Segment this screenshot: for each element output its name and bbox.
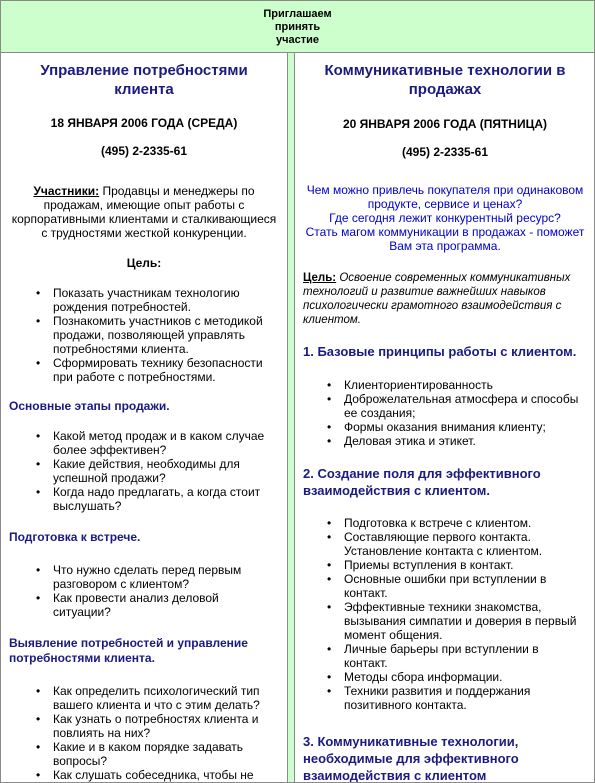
list-item: • Как провести анализ деловой ситуации? — [53, 591, 269, 619]
invitation-header — [1, 1, 594, 53]
stages-list — [53, 429, 269, 513]
prep-list — [53, 563, 269, 619]
list-item: • Приемы вступления в контакт. — [344, 558, 585, 572]
list-item: • Основные ошибки при вступлении в контакт. — [344, 572, 585, 600]
seminar-date: 20 ЯНВАРЯ 2006 ГОДА (ПЯТНИЦА) — [342, 117, 548, 131]
list-item: • Познакомить участников с методикой продажи, позволяющей управлять потребностями клиента. — [53, 314, 269, 356]
list-item: • Какие действия, необходимы для успешной продажи? — [53, 457, 269, 485]
section-1-list — [344, 378, 585, 448]
intro-line: Чем можно привлечь покупателя при одинаковом продукте, сервисе и ценах? — [306, 183, 584, 211]
list-item: • Какие и в каком порядке задавать вопросы? — [53, 740, 269, 768]
list-item: • Что нужно сделать перед первым разговором с клиентом? — [53, 563, 269, 591]
header-line: участие — [275, 34, 319, 46]
participants-text: Продавцы и менеджеры по продажам, имеющие опыт работы с корпоративными клиентами и сталкивающиеся с трудностями жесткой конкуренции. — [11, 184, 277, 240]
goal-text: Освоение современных коммуникативных технологий и развитие важнейших навыков психологически грамотного взаимодействия с клиентом. — [303, 272, 571, 326]
goal-paragraph — [303, 271, 585, 327]
section-title: 1. Базовые принципы работы с клиентом. — [303, 344, 577, 359]
intro-line: Стать магом коммуникации в продажах - поможет Вам эта программа. — [305, 225, 585, 253]
seminar-title: Коммуникативные технологии в продажах — [324, 62, 566, 98]
needs-list — [53, 684, 269, 782]
list-item: • Как слушать собеседника, чтобы не — [53, 768, 269, 782]
list-item: • Показать участникам технологию рождения потребностей. — [53, 286, 269, 314]
list-item: • Как узнать о потребностях клиента и повлиять на них? — [53, 712, 269, 740]
column-divider — [287, 53, 295, 783]
header-line: принять — [274, 21, 321, 33]
intro-questions — [305, 183, 585, 253]
goal-list — [53, 286, 269, 384]
seminar-date: 18 ЯНВАРЯ 2006 ГОДА (СРЕДА) — [50, 116, 238, 130]
seminar-title: Управление потребностями клиента — [40, 62, 248, 98]
list-item: • Деловая этика и этикет. — [344, 434, 585, 448]
list-item: • Клиенториентированность — [344, 378, 585, 392]
list-item: • Формы оказания внимания клиенту; — [344, 420, 585, 434]
contact-phone: (495) 2-2335-61 — [401, 145, 489, 159]
list-item: • Составляющие первого контакта. Установление контакта с клиентом. — [344, 530, 585, 558]
list-item: • Подготовка к встрече с клиентом. — [344, 516, 585, 530]
list-item: • Методы сбора информации. — [344, 670, 585, 684]
section-title: Выявление потребностей и управление потребностями клиента. — [9, 636, 248, 665]
goal-label: Цель: — [126, 256, 162, 270]
list-item: • Доброжелательная атмосфера и способы ее создания; — [344, 392, 585, 420]
contact-phone: (495) 2-2335-61 — [100, 144, 188, 158]
list-item: • Эффективные техники знакомства, вызывания симпатии и доверия в первый момент общения. — [344, 600, 585, 642]
section-2-list — [344, 516, 585, 712]
section-title: Основные этапы продажи. — [9, 399, 170, 413]
header-line: Приглашаем — [263, 8, 332, 20]
left-column — [1, 53, 287, 783]
section-title: Подготовка к встрече. — [9, 530, 141, 544]
list-item: • Личные барьеры при вступлении в контакт. — [344, 642, 585, 670]
participants-label: Участники: — [33, 184, 100, 198]
right-column — [295, 53, 595, 783]
list-item: • Когда надо предлагать, а когда стоит выслушать? — [53, 485, 269, 513]
list-item: • Техники развития и поддержания позитивного контакта. — [344, 684, 585, 712]
intro-line: Где сегодня лежит конкурентный ресурс? — [329, 211, 561, 225]
section-title: 2. Создание поля для эффективного взаимодействия с клиентом. — [303, 466, 541, 498]
goal-label: Цель: — [303, 272, 337, 284]
section-title: 3. Коммуникативные технологии, необходимые для эффективного взаимодействия с клиентом — [303, 734, 519, 783]
list-item: • Какой метод продаж и в каком случае более эффективен? — [53, 429, 269, 457]
list-item: • Как определить психологический тип вашего клиента и что с этим делать? — [53, 684, 269, 712]
list-item: • Сформировать технику безопасности при работе с потребностями. — [53, 356, 269, 384]
participants-paragraph — [11, 184, 277, 240]
